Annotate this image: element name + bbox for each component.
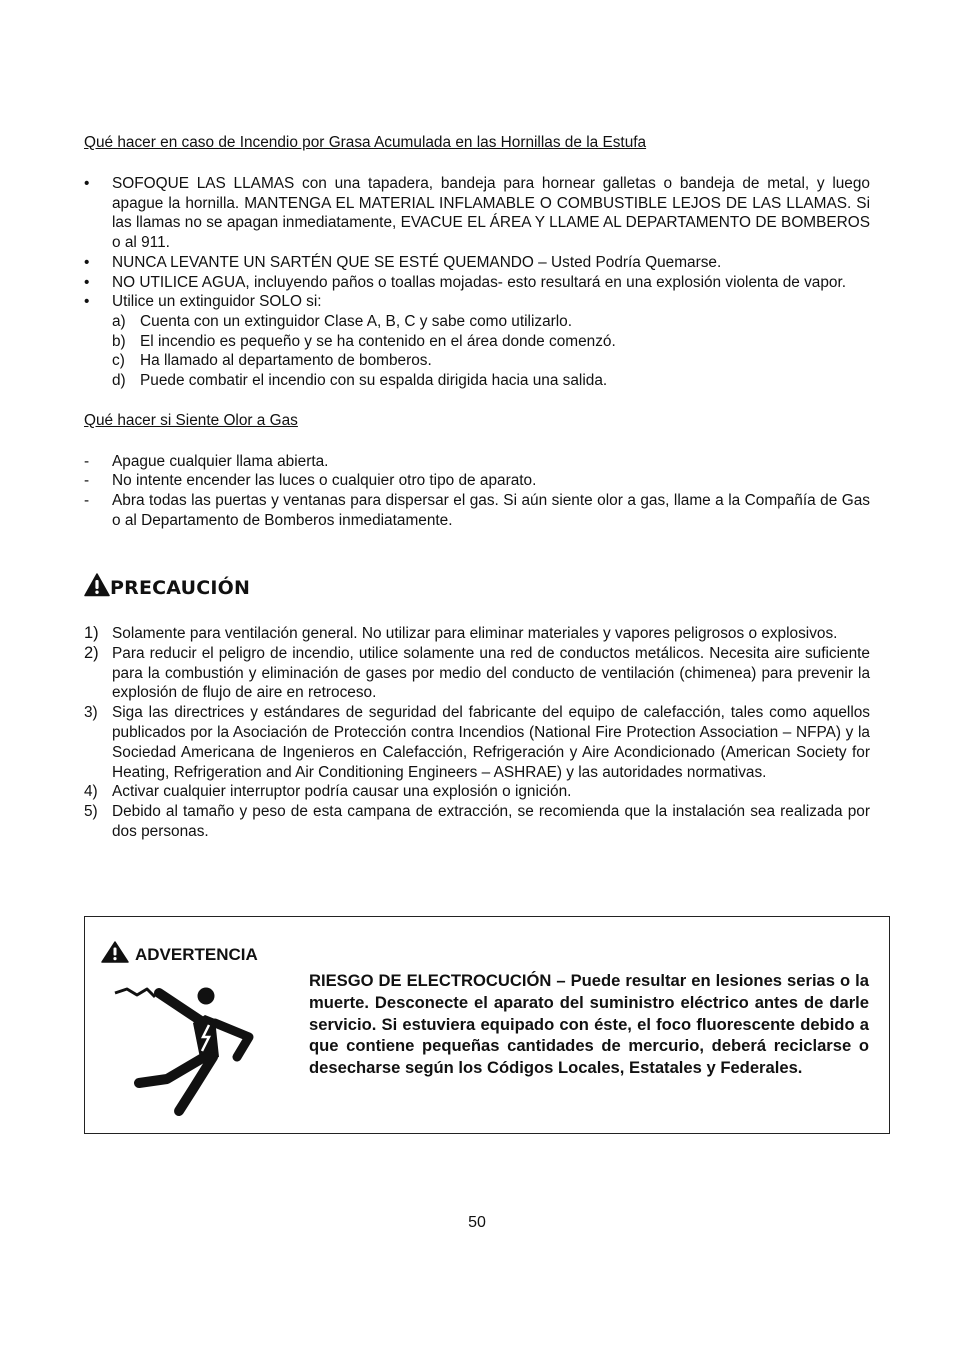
- sub-list-item: [112, 371, 870, 391]
- list-item-text: Activar cualquier interruptor podría causar una explosión o ignición.: [112, 783, 572, 801]
- list-item: [84, 782, 870, 802]
- list-item-text: NO UTILICE AGUA, incluyendo paños o toallas mojadas- esto resultará en una explosión violenta de vapor.: [112, 273, 847, 291]
- sub-list-item: [112, 312, 870, 332]
- number-marker: 4): [84, 783, 98, 801]
- list-item: [84, 703, 870, 782]
- list-item: [84, 273, 870, 293]
- number-marker: 5): [84, 803, 98, 821]
- number-marker: 2): [84, 643, 99, 662]
- warning-heading: [101, 941, 258, 968]
- warning-triangle-icon: [101, 941, 129, 968]
- dash-marker: -: [84, 452, 90, 470]
- sub-marker: c): [112, 352, 125, 370]
- list-item: [84, 644, 870, 703]
- caution-list: [84, 624, 870, 842]
- sub-item-text: Ha llamado al departamento de bomberos.: [140, 352, 432, 370]
- warning-title: ADVERTENCIA: [135, 944, 258, 964]
- warning-text: RIESGO DE ELECTROCUCIÓN – Puede resultar en lesiones serias o la muerte. Desconecte el aparato del suministro eléctrico antes de darle servicio. Si estuviera equipado con éste, el foco fluorescente debido a que contiene pequeñas cantidades de mercurio, deberá reciclarse o desecharse según los Códigos Locales, Estatales y Federales.: [309, 971, 869, 1078]
- number-marker: 3): [84, 704, 98, 722]
- dash-marker: -: [84, 492, 90, 510]
- sub-marker: a): [112, 312, 126, 330]
- gas-smell-heading: Qué hacer si Siente Olor a Gas: [84, 411, 298, 429]
- bullet-marker: •: [84, 253, 90, 271]
- grease-fire-heading: Qué hacer en caso de Incendio por Grasa Acumulada en las Hornillas de la Estufa: [84, 134, 647, 151]
- list-item-text: NUNCA LEVANTE UN SARTÉN QUE SE ESTÉ QUEMANDO – Usted Podría Quemarse.: [112, 253, 722, 271]
- bullet-marker: •: [84, 175, 90, 192]
- list-item-text: Para reducir el peligro de incendio, utilice solamente una red de conductos metálicos. Necesita aire suficiente para la combustión y eliminación de gases por medio del conducto de ventilación (chimenea) para prevenir la explosión de flujo de aire en retroceso.: [112, 644, 870, 702]
- list-item-text: Siga las directrices y estándares de seguridad del fabricante del equipo de calefacción, tales como aquellos publicados por la Asociación de Protección contra Incendios (National Fire Protection Association – NFPA) y la Sociedad Americana de Ingenieros en Calefacción, Refrigeración y Aire Acondicionado (American Society for Heating, Refrigeration and Air Conditioning Engineers – ASHRAE) y las autoridades normativas.: [112, 704, 870, 781]
- sub-marker: b): [112, 332, 126, 350]
- list-item: [84, 253, 870, 273]
- list-item-text: Debido al tamaño y peso de esta campana de extracción, se recomienda que la instalación sea realizada por dos personas.: [112, 803, 870, 840]
- sub-item-text: Cuenta con un extinguidor Clase A, B, C y sabe como utilizarlo.: [140, 312, 573, 330]
- bullet-marker: •: [84, 293, 90, 311]
- list-item: [84, 802, 870, 842]
- number-marker: 1): [84, 624, 99, 642]
- sub-item-text: Puede combatir el incendio con su espalda dirigida hacia una salida.: [140, 372, 608, 390]
- list-item: [84, 491, 870, 530]
- caution-heading: [84, 573, 250, 602]
- dash-marker: -: [84, 472, 90, 490]
- extinguisher-conditions: [112, 312, 870, 391]
- list-item-text: No intente encender las luces o cualquier otro tipo de aparato.: [112, 472, 537, 490]
- caution-title: PRECAUCIÓN: [110, 576, 251, 599]
- list-item: [84, 292, 870, 391]
- list-item-text: Abra todas las puertas y ventanas para dispersar el gas. Si aún siente olor a gas, llame a la Compañía de Gas o al Departamento de Bomberos inmediatamente.: [112, 492, 870, 529]
- grease-fire-list: [84, 174, 870, 391]
- page-body: [84, 133, 870, 531]
- page-number: 50: [468, 1214, 486, 1231]
- sub-marker: d): [112, 372, 126, 390]
- list-item: [84, 624, 870, 644]
- list-item: [84, 174, 870, 253]
- bullet-marker: •: [84, 273, 90, 291]
- sub-list-item: [112, 351, 870, 371]
- sub-item-text: El incendio es pequeño y se ha contenido en el área donde comenzó.: [140, 332, 616, 350]
- list-item-text: Apague cualquier llama abierta.: [112, 452, 329, 470]
- list-item-text: SOFOQUE LAS LLAMAS con una tapadera, bandeja para hornear galletas o bandeja de metal, y luego apague la hornilla. MANTENGA EL MATERIAL INFLAMABLE O COMBUSTIBLE LEJOS DE LAS LLAMAS. Si las llamas no se apagan inmediatamente, EVACUE EL ÁREA Y LLAME AL DEPARTAMENTO DE BOMBEROS o al 911.: [112, 175, 870, 252]
- list-item-text: Solamente para ventilación general. No utilizar para eliminar materiales y vapores peligrosos o explosivos.: [112, 625, 838, 642]
- gas-smell-list: [84, 452, 870, 531]
- list-item: [84, 471, 870, 491]
- list-item-text: Utilice un extinguidor SOLO si:: [112, 293, 322, 311]
- electric-shock-icon: [109, 979, 269, 1124]
- sub-list-item: [112, 332, 870, 352]
- warning-box: [84, 916, 890, 1134]
- warning-triangle-icon: [84, 573, 110, 602]
- list-item: [84, 452, 870, 472]
